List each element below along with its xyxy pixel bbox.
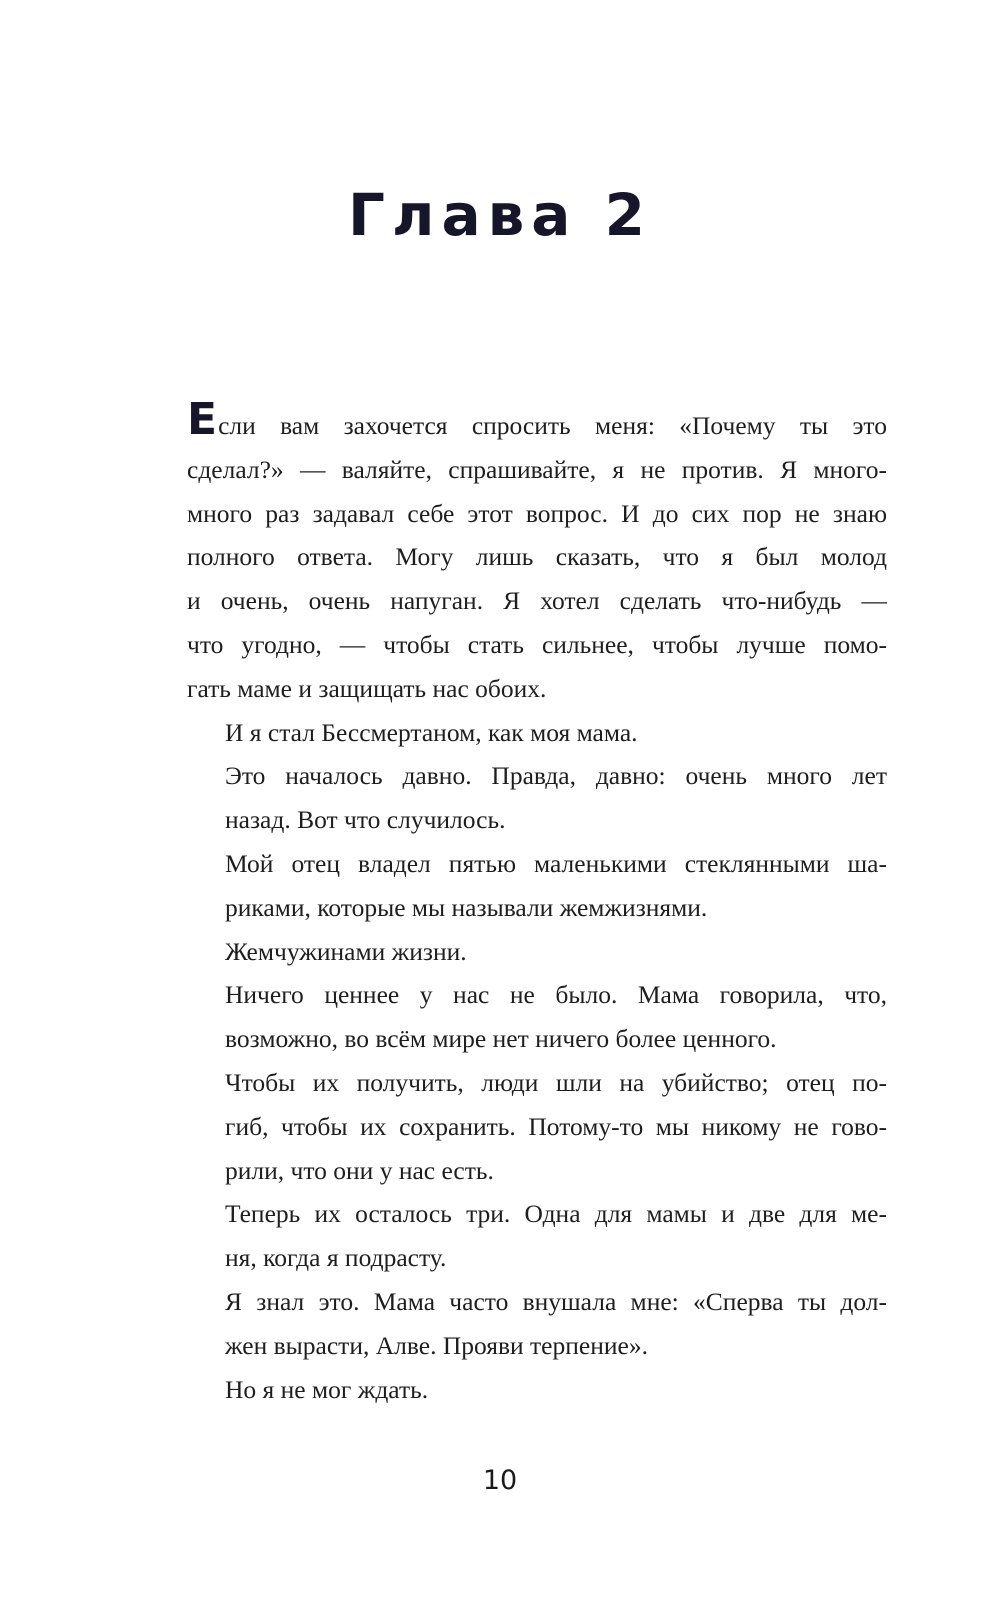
- text-line: возможно, во всём мире нет ничего более ценного.: [225, 1024, 777, 1054]
- text-line: что угодно, — чтобы стать сильнее, чтобы лучше помо-: [187, 629, 887, 659]
- text-line: много раз задавал себе этот вопрос. И до сих пор не знаю: [187, 498, 887, 528]
- text-line: назад. Вот что случилось.: [225, 805, 506, 835]
- text-line: рили, что они у нас есть.: [225, 1155, 494, 1185]
- text-line: Мой отец владел пятью маленькими стеклянными ша-: [225, 848, 887, 878]
- paragraph-8: [187, 1192, 887, 1280]
- text-line: Теперь их осталось три. Одна для мамы и две для ме-: [225, 1199, 887, 1229]
- text-line: Чтобы их получить, люди шли на убийство; отец по-: [225, 1067, 887, 1097]
- paragraph-4: [187, 842, 887, 930]
- text-line: Но я не мог ждать.: [225, 1374, 429, 1404]
- text-line: И я стал Бессмертаном, как моя мама.: [225, 717, 638, 747]
- text-line: Жемчужинами жизни.: [225, 936, 467, 966]
- paragraph-9: [187, 1280, 887, 1368]
- text-line: жен вырасти, Алве. Прояви терпение».: [225, 1330, 648, 1360]
- paragraph-5: [187, 930, 887, 974]
- paragraph-10: [187, 1368, 887, 1412]
- text-line: Ничего ценнее у нас не было. Мама говорила, что,: [225, 980, 887, 1010]
- text-line: гать маме и защищать нас обоих.: [187, 673, 547, 703]
- chapter-body: [187, 394, 887, 1411]
- chapter-title: Глава 2: [348, 181, 652, 249]
- text-line: Это началось давно. Правда, давно: очень много лет: [225, 761, 887, 791]
- paragraph-1: [187, 394, 887, 711]
- paragraph-2: [187, 711, 887, 755]
- page-number: 10: [482, 1465, 518, 1496]
- paragraph-6: [187, 973, 887, 1061]
- text-line: Я знал это. Мама часто внушала мне: «Сперва ты дол-: [225, 1286, 887, 1316]
- text-line: гиб, чтобы их сохранить. Потому-то мы никому не гово-: [225, 1111, 887, 1141]
- paragraph-3: [187, 754, 887, 842]
- text-line: Если вам захочется спросить меня: «Почему ты это: [187, 394, 887, 445]
- text-line: и очень, очень напуган. Я хотел сделать что-нибудь —: [187, 586, 887, 616]
- text-line: риками, которые мы называли жемжизнями.: [225, 892, 708, 922]
- text-line: ня, когда я подрасту.: [225, 1243, 447, 1273]
- paragraph-7: [187, 1061, 887, 1192]
- text-line: полного ответа. Могу лишь сказать, что я был молод: [187, 542, 887, 572]
- drop-cap: Е: [187, 394, 218, 445]
- text-line: сделал?» — валяйте, спрашивайте, я не против. Я много-: [187, 454, 887, 484]
